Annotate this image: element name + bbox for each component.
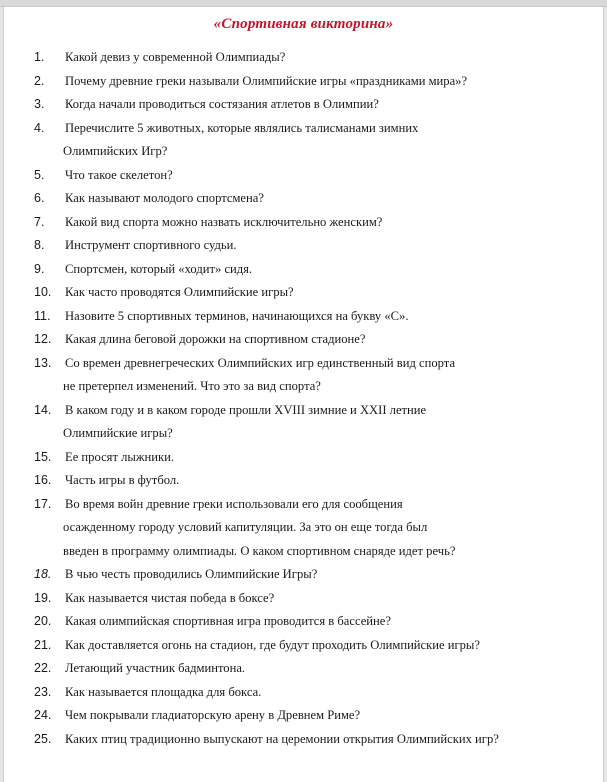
question-text: Инструмент спортивного судьи. <box>65 238 237 252</box>
document-title: «Спортивная викторина» <box>213 16 394 32</box>
question-text: Олимпийских Игр? <box>63 144 168 158</box>
question-number: 18. <box>34 567 52 581</box>
question-number: 25. <box>34 731 52 746</box>
question-text: Как часто проводятся Олимпийские игры? <box>65 285 294 299</box>
question-text: Перечислите 5 животных, которые являлись талисманами зимних <box>65 120 419 135</box>
question-text: Что такое скелетон? <box>65 167 173 182</box>
question-text: Как называют молодого спортсмена? <box>65 191 264 205</box>
question-number: 24. <box>34 708 52 722</box>
question-number: 14. <box>34 402 52 417</box>
question-text: Во время войн древние греки использовали его для сообщения <box>65 496 403 511</box>
question-number: 8. <box>34 238 45 252</box>
question-number: 6. <box>34 191 45 205</box>
question-text: введен в программу олимпиады. О каком спортивном снаряде идет речь? <box>63 543 456 558</box>
question-text: осажденному городу условий капитуляции. За это он еще тогда был <box>63 520 428 534</box>
question-number: 21. <box>34 637 52 652</box>
question-text: Часть игры в футбол. <box>65 473 180 487</box>
question-text: Чем покрывали гладиаторскую арену в Древнем Риме? <box>65 708 361 722</box>
question-number: 2. <box>34 73 45 88</box>
question-number: 1. <box>34 50 45 64</box>
document-page <box>3 7 604 782</box>
question-number: 10. <box>34 285 52 299</box>
question-number: 11. <box>34 308 51 323</box>
question-number: 23. <box>34 684 52 699</box>
question-text: не претерпел изменений. Что это за вид спорта? <box>63 379 321 393</box>
viewer-top-bar <box>0 0 607 7</box>
question-text: Когда начали проводиться состязания атлетов в Олимпии? <box>65 97 379 111</box>
question-number: 13. <box>34 355 52 370</box>
question-number: 19. <box>34 590 52 605</box>
question-number: 12. <box>34 332 52 346</box>
question-text: Какая олимпийская спортивная игра проводится в бассейне? <box>65 614 391 628</box>
question-text: Какой вид спорта можно назвать исключительно женским? <box>65 214 383 229</box>
question-text: Каких птиц традиционно выпускают на церемонии открытия Олимпийских игр? <box>65 731 499 746</box>
question-number: 16. <box>34 473 52 487</box>
question-number: 22. <box>34 661 52 675</box>
question-text: Как называется чистая победа в боксе? <box>65 590 275 605</box>
question-text: Со времен древнегреческих Олимпийских игр единственный вид спорта <box>65 355 456 370</box>
question-text: Как называется площадка для бокса. <box>65 684 262 699</box>
question-text: В каком году и в каком городе прошли XVIII зимние и XXII летние <box>65 402 427 417</box>
question-number: 20. <box>34 614 52 628</box>
question-text: Как доставляется огонь на стадион, где будут проходить Олимпийские игры? <box>65 637 480 652</box>
question-number: 7. <box>34 214 45 229</box>
question-number: 17. <box>34 496 52 511</box>
question-text: В чью честь проводились Олимпийские Игры? <box>65 567 318 581</box>
question-text: Летающий участник бадминтона. <box>65 661 246 675</box>
question-number: 3. <box>34 97 45 111</box>
question-number: 5. <box>34 167 45 182</box>
question-number: 9. <box>34 261 45 276</box>
question-text: Спортсмен, который «ходит» сидя. <box>65 261 253 276</box>
question-text: Почему древние греки называли Олимпийские игры «праздниками мира»? <box>65 73 468 88</box>
question-text: Назовите 5 спортивных терминов, начинающихся на букву «С». <box>65 308 409 323</box>
question-text: Олимпийские игры? <box>63 426 173 440</box>
question-text: Ее просят лыжники. <box>65 449 175 464</box>
question-text: Какая длина беговой дорожки на спортивном стадионе? <box>65 332 366 346</box>
question-number: 4. <box>34 120 45 135</box>
question-text: Какой девиз у современной Олимпиады? <box>65 50 286 64</box>
question-number: 15. <box>34 449 52 464</box>
